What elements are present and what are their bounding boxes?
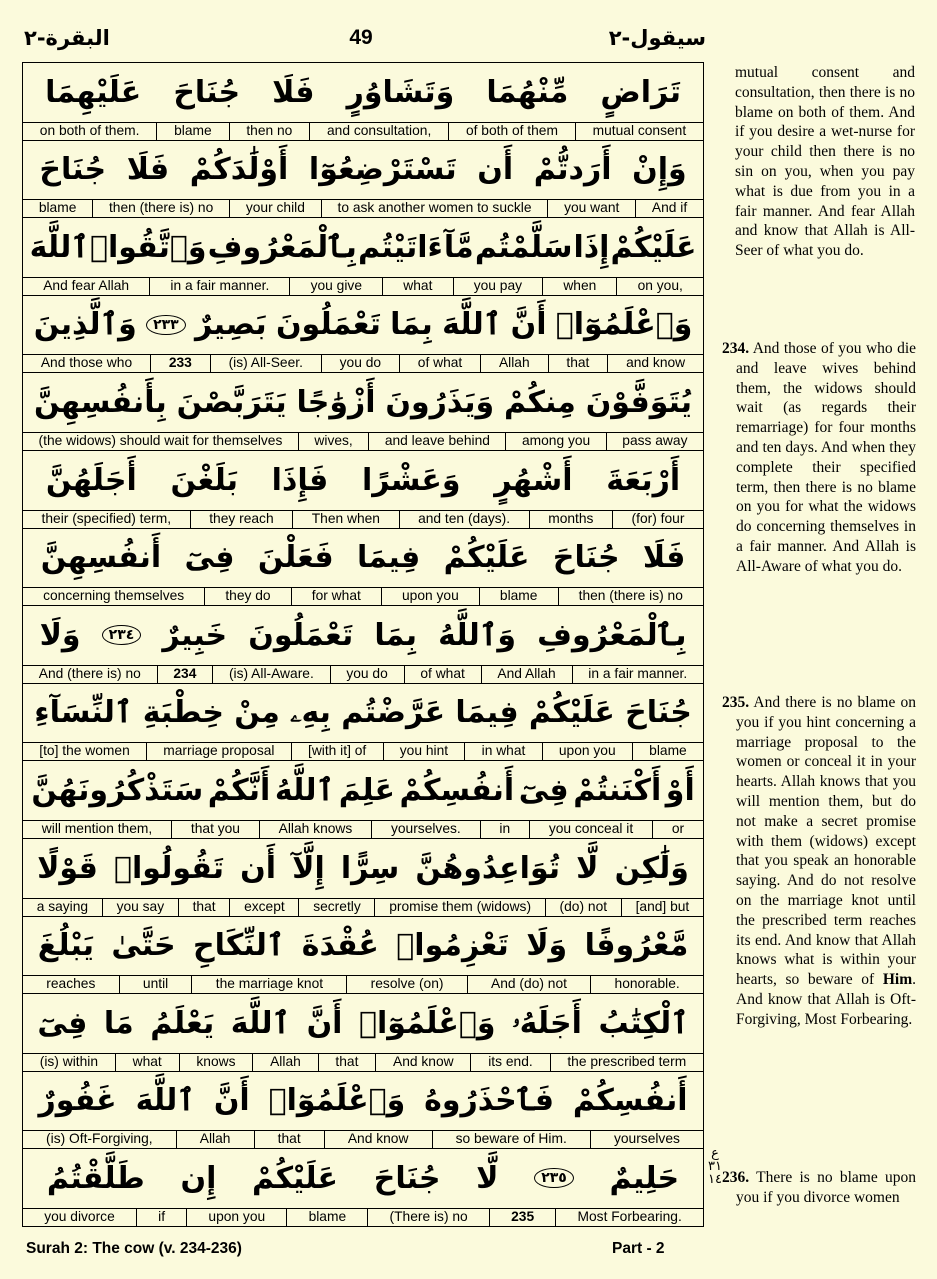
gloss-cell: of what [404, 666, 481, 683]
gloss-cell: (There is) no [367, 1209, 489, 1226]
arabic-word: سَلَّمْتُم [474, 229, 573, 265]
gloss-line [23, 199, 703, 218]
gloss-cell: for what [291, 588, 381, 605]
gloss-cell: months [529, 511, 612, 528]
arabic-word: أَرَدتُّمْ [533, 152, 612, 188]
arabic-word: ٱلنِّكَاحِ [193, 928, 285, 964]
gloss-cell: will mention them, [41, 820, 153, 836]
arabic-word: تَعْمَلُونَ [248, 617, 354, 653]
arabic-word: فِىٓ [184, 540, 235, 576]
gloss-cell: when [542, 278, 616, 295]
gloss-cell: except [229, 899, 298, 916]
verse-row [23, 373, 703, 451]
arabic-word: تُوَاعِدُوهُنَّ [415, 850, 561, 886]
gloss-cell: then (there is) no [558, 588, 703, 605]
arabic-word: جُنَاحَ [173, 74, 241, 110]
arabic-line [23, 451, 703, 509]
verse-row [23, 1149, 703, 1227]
gloss-cell: upon you [542, 743, 632, 760]
arabic-word: ٱلْكِتَٰبُ [598, 1005, 689, 1041]
arabic-word: فَإِذَا [271, 462, 329, 498]
arabic-word: سِرًّا [340, 850, 400, 886]
arabic-word: وَلَا [526, 928, 568, 964]
arabic-word: حَلِيمٌ [609, 1160, 680, 1196]
arabic-word: مِنْ [234, 695, 280, 731]
gloss-cell: promise them (widows) [374, 899, 544, 916]
arabic-word: عَلَيْكُمْ [528, 695, 615, 731]
gloss-cell: (is) All-Aware. [212, 666, 329, 683]
arabic-word: لَّا [476, 1160, 499, 1196]
arabic-line [23, 141, 703, 199]
verse-end-medallion: ٢٣٣ [146, 315, 186, 335]
gloss-cell: what [115, 1054, 179, 1071]
arabic-word: بِٱلْمَعْرُوفِ [537, 617, 687, 653]
gloss-cell: on both of them. [39, 122, 140, 138]
arabic-word: أَن [477, 152, 514, 188]
gloss-cell: you want [547, 200, 635, 217]
gloss-cell: and consultation, [309, 123, 448, 140]
arabic-word: عُقْدَةَ [301, 928, 379, 964]
arabic-line [23, 917, 703, 975]
gloss-cell: in what [464, 743, 541, 760]
arabic-word: مَا [103, 1005, 134, 1041]
arabic-line [23, 218, 703, 276]
arabic-word: إِلَّآ [292, 850, 325, 886]
gloss-cell: then (there is) no [92, 200, 229, 217]
gloss-cell: you do [321, 355, 399, 372]
arabic-word: أَرْبَعَةَ [606, 462, 681, 498]
arabic-line [23, 994, 703, 1052]
arabic-line [23, 839, 703, 897]
gloss-cell: upon you [381, 588, 479, 605]
verse-end-medallion: ٢٣٥ [534, 1168, 574, 1188]
gloss-cell: yourselves. [371, 821, 479, 838]
arabic-word: وَٱلَّذِينَ [33, 307, 137, 343]
arabic-word: إِذَا [573, 229, 610, 265]
arabic-word: أَوْ [665, 772, 695, 808]
arabic-word: سَتَذْكُرُونَهُنَّ [31, 772, 204, 808]
translation-v234: 234. And those of you who die and leave wives behind them, the widows should wait (as regards their remarriage) for four months and ten days. And when they complete their specified term, then there is no blame on you for what the widows do concerning themselves in a fair manner. And Allah is All-Aware of what you do. [722, 340, 917, 575]
arabic-word: فِىٓ [518, 772, 569, 808]
gloss-cell: reaches [46, 976, 96, 992]
gloss-cell: they reach [190, 511, 293, 528]
arabic-word: بِٱلْمَعْرُوفِ [207, 229, 357, 265]
arabic-word: قَوْلًا [37, 850, 98, 886]
verse-row [23, 994, 703, 1072]
gloss-cell: mutual consent [575, 123, 703, 140]
gloss-cell: secretly [298, 899, 374, 916]
gloss-cell: in a fair manner. [572, 666, 704, 683]
arabic-word: ٱللَّهُ [274, 772, 335, 808]
arabic-line [23, 63, 703, 121]
gloss-cell: knows [179, 1054, 253, 1071]
gloss-cell: then no [229, 123, 310, 140]
juz-header-arabic: سيقول-٢ [608, 26, 706, 50]
gloss-line [23, 432, 703, 451]
arabic-word: بَلَغْنَ [170, 462, 238, 498]
arabic-word: وَٱللَّهُ [438, 617, 517, 653]
arabic-word: وَلَٰكِن [614, 850, 689, 886]
gloss-cell: that [178, 899, 229, 916]
arabic-word: بَصِيرٌ [194, 307, 267, 343]
surah-header-arabic: البقرة-٢ [24, 26, 110, 50]
arabic-word: ٱللَّهَ [135, 1083, 195, 1119]
arabic-word: عَرَّضْتُم [341, 695, 446, 731]
arabic-line [23, 296, 703, 354]
gloss-cell: what [382, 278, 452, 295]
gloss-cell: among you [505, 433, 605, 450]
verse-number: 236. [722, 1169, 750, 1186]
gloss-cell: a saying [36, 898, 89, 914]
arabic-word: وَٱعْلَمُوٓا۟ [555, 307, 693, 343]
gloss-cell: they do [204, 588, 290, 605]
arabic-word: أَنفُسِكُمْ [572, 1083, 688, 1119]
gloss-cell: if [136, 1209, 186, 1226]
arabic-word: مِّنْهُمَا [486, 74, 569, 110]
arabic-word: أَشْهُرٍ [494, 462, 573, 498]
gloss-cell: And those who [40, 355, 133, 371]
gloss-cell: yourselves [590, 1131, 703, 1148]
gloss-cell: or [652, 821, 703, 838]
gloss-cell: And Allah [481, 666, 572, 683]
gloss-cell: And if [635, 200, 703, 217]
arabic-word: حَتَّىٰ [111, 928, 176, 964]
gloss-cell: And fear Allah [43, 277, 130, 293]
gloss-line [23, 820, 703, 839]
verse-row [23, 606, 703, 684]
arabic-word: يَتَرَبَّصْنَ [176, 384, 287, 420]
verse-row [23, 1072, 703, 1150]
arabic-line [23, 761, 703, 819]
arabic-word: يَعْلَمُ [150, 1005, 215, 1041]
gloss-verse-number: 233 [150, 355, 210, 372]
verse-row [23, 141, 703, 219]
word-by-word-panel [22, 62, 704, 1227]
gloss-line [23, 1053, 703, 1072]
gloss-cell: [and] but [621, 899, 703, 916]
gloss-verse-number: 235 [489, 1209, 555, 1226]
arabic-word: بِمَا [390, 307, 433, 343]
gloss-cell: And know [324, 1131, 432, 1148]
arabic-word: أَجَلَهُۥ [512, 1005, 582, 1041]
gloss-cell: (is) All-Seer. [210, 355, 321, 372]
gloss-line [23, 277, 703, 296]
gloss-cell: you conceal it [529, 821, 652, 838]
arabic-word: عَلَيْكُمْ [252, 1160, 339, 1196]
arabic-word: وَتَشَاوُرٍ [346, 74, 455, 110]
arabic-word: فَلَا [126, 152, 170, 188]
verse-row [23, 529, 703, 607]
gloss-cell: blame [632, 743, 703, 760]
gloss-cell: that [254, 1131, 324, 1148]
gloss-verse-number: 234 [157, 666, 213, 683]
gloss-cell: And know [375, 1054, 470, 1071]
verse-end-medallion: ٢٣٤ [102, 625, 142, 645]
arabic-word: فَلَا [642, 540, 686, 576]
gloss-cell: you give [289, 278, 382, 295]
arabic-word: مَّآ [443, 229, 474, 265]
gloss-cell: [with it] of [291, 743, 383, 760]
gloss-cell: Allah [252, 1054, 317, 1071]
gloss-cell: of both of them [448, 123, 575, 140]
arabic-word: مَّعْرُوفًا [584, 928, 689, 964]
gloss-cell: of what [399, 355, 480, 372]
gloss-cell: Most Forbearing. [555, 1209, 703, 1226]
arabic-word: ٱللَّهَ [29, 229, 89, 265]
arabic-line [23, 373, 703, 431]
arabic-word: أَن [240, 850, 276, 886]
gloss-cell: that [318, 1054, 376, 1071]
translation-v236: 236. There is no blame upon you if you divorce women [722, 1169, 916, 1206]
ruku-marker: ع ٣١ ١٤ [708, 1146, 722, 1187]
gloss-line [23, 587, 703, 606]
arabic-word: تَرَاضٍ [600, 74, 681, 110]
arabic-word: تَعْمَلُونَ [275, 307, 381, 343]
gloss-line [23, 742, 703, 761]
gloss-cell: you divorce [44, 1208, 115, 1224]
gloss-cell: the prescribed term [550, 1054, 703, 1071]
gloss-cell: marriage proposal [146, 743, 291, 760]
arabic-word: جُنَاحَ [39, 152, 107, 188]
arabic-word: فَٱحْذَرُوهُ [424, 1083, 554, 1119]
verse-row [23, 761, 703, 839]
gloss-cell: you pay [453, 278, 543, 295]
arabic-word: أَوْلَٰدَكُمْ [189, 152, 289, 188]
arabic-word: أَنَّ [213, 1083, 250, 1119]
arabic-word: تَقُولُوا۟ [113, 850, 224, 886]
arabic-word: وَعَشْرًا [361, 462, 461, 498]
arabic-word: يُتَوَفَّوْنَ [585, 384, 693, 420]
arabic-line [23, 606, 703, 664]
gloss-cell: pass away [606, 433, 703, 450]
gloss-line [23, 354, 703, 373]
gloss-line [23, 665, 703, 684]
arabic-word: خِطْبَةِ [142, 695, 224, 731]
gloss-cell: upon you [186, 1209, 286, 1226]
arabic-word: جُنَاحَ [373, 1160, 441, 1196]
verse-number: 234. [722, 340, 750, 357]
verse-row [23, 451, 703, 529]
gloss-cell: (do) not [545, 899, 621, 916]
translation-v235: 235. And there is no blame on you if you hint concerning a marriage proposal to the women or conceal it in your hearts. Allah knows that you will mention them, but do not make a secret promise with them (widows) except that you speak an honorable saying. And do not resolve on the marriage knot until the prescribed term reaches its end. And know that Allah knows what is within your hearts, so beware of Him. And know that Allah is Oft-Forgiving, Most Forbearing. [722, 694, 917, 1028]
arabic-word: أَكْنَنتُمْ [573, 772, 662, 808]
gloss-line [23, 975, 703, 994]
arabic-word: بِهِۦ [290, 695, 331, 731]
gloss-cell: their (specified) term, [41, 510, 172, 526]
gloss-cell: blame [286, 1209, 367, 1226]
arabic-word: أَنفُسِهِنَّ [40, 540, 162, 576]
page-number: 49 [349, 26, 373, 49]
gloss-cell: until [119, 976, 192, 993]
gloss-cell: you say [102, 899, 178, 916]
arabic-word: وَإِنْ [632, 152, 687, 188]
gloss-line [23, 122, 703, 141]
gloss-cell: (the widows) should wait for themselves [38, 432, 283, 448]
arabic-word: لَّا [576, 850, 599, 886]
gloss-cell: resolve (on) [346, 976, 466, 993]
arabic-line [23, 529, 703, 587]
gloss-cell: blame [38, 200, 77, 216]
arabic-word: أَنَّكُمْ [207, 772, 271, 808]
arabic-word: ٱلنِّسَآءِ [34, 695, 133, 731]
gloss-cell: you do [330, 666, 404, 683]
arabic-word: خَبِيرٌ [162, 617, 228, 653]
arabic-word: وَلَا [39, 617, 81, 653]
gloss-cell: (is) Oft-Forgiving, [46, 1131, 153, 1147]
gloss-cell: that you [171, 821, 259, 838]
gloss-cell: so beware of Him. [432, 1131, 590, 1148]
verse-row [23, 296, 703, 374]
gloss-cell: that [548, 355, 608, 372]
gloss-cell: blame [479, 588, 558, 605]
arabic-word: أَنَّ [510, 307, 547, 343]
arabic-word: بِمَا [374, 617, 418, 653]
gloss-cell: (is) within [39, 1053, 99, 1069]
arabic-word: عَلِمَ [338, 772, 395, 808]
arabic-word: تَسْتَرْضِعُوٓا [308, 152, 457, 188]
gloss-cell: and leave behind [368, 433, 505, 450]
gloss-line [23, 1208, 703, 1227]
arabic-word: عَلَيْهِمَا [45, 74, 142, 110]
arabic-word: وَٱعْلَمُوٓا۟ [358, 1005, 496, 1041]
arabic-word: تَعْزِمُوا۟ [396, 928, 509, 964]
gloss-cell: Allah knows [259, 821, 371, 838]
verse-row [23, 917, 703, 995]
arabic-word: ٱللَّهَ [442, 307, 502, 343]
arabic-line [23, 684, 703, 742]
arabic-line [23, 1149, 703, 1207]
gloss-cell: your child [229, 200, 321, 217]
verse-row [23, 63, 703, 141]
arabic-word: فَعَلْنَ [257, 540, 334, 576]
gloss-line [23, 510, 703, 529]
arabic-word: أَجَلَهُنَّ [45, 462, 137, 498]
gloss-cell: to ask another women to suckle [321, 200, 548, 217]
gloss-cell: [to] the women [39, 743, 130, 759]
gloss-cell: in [480, 821, 529, 838]
arabic-word: جُنَاحَ [625, 695, 692, 731]
footer-part-label: Part - 2 [612, 1240, 665, 1257]
gloss-cell: Allah [176, 1131, 254, 1148]
verse-number: 235. [722, 694, 750, 711]
gloss-cell: the marriage knot [191, 976, 346, 993]
arabic-word: أَنَّ [306, 1005, 343, 1041]
gloss-cell: Then when [292, 511, 398, 528]
arabic-word: إِن [180, 1160, 217, 1196]
gloss-cell: its end. [470, 1054, 549, 1071]
gloss-line [23, 1130, 703, 1149]
arabic-word: مِنكُمْ [504, 384, 576, 420]
gloss-cell: you hint [383, 743, 465, 760]
verse-row [23, 218, 703, 296]
arabic-word: بِأَنفُسِهِنَّ [34, 384, 167, 420]
gloss-cell: (for) four [612, 511, 703, 528]
arabic-word: فِىٓ [37, 1005, 88, 1041]
gloss-cell: in a fair manner. [149, 278, 289, 295]
arabic-word: وَيَذَرُونَ [385, 384, 495, 420]
verse-row [23, 839, 703, 917]
verse-row [23, 684, 703, 762]
gloss-cell: and know [607, 355, 703, 372]
arabic-word: عَلَيْكُمْ [443, 540, 530, 576]
arabic-word: ءَاتَيْتُم [357, 229, 443, 265]
gloss-cell: honorable. [590, 976, 703, 993]
arabic-word: جُنَاحَ [552, 540, 620, 576]
arabic-word: غَفُورٌ [38, 1083, 117, 1119]
arabic-word: يَبْلُغَ [37, 928, 95, 964]
arabic-word: وَٱعْلَمُوٓا۟ [268, 1083, 406, 1119]
arabic-word: فِيمَا [356, 540, 421, 576]
arabic-word: أَزْوَٰجًا [296, 384, 376, 420]
arabic-word: طَلَّقْتُمُ [46, 1160, 145, 1196]
arabic-word: ٱللَّهَ [230, 1005, 291, 1041]
gloss-cell: Allah [480, 355, 547, 372]
arabic-word: أَنفُسِكُمْ [399, 772, 515, 808]
arabic-word: عَلَيْكُمْ [610, 229, 697, 265]
gloss-cell: and ten (days). [399, 511, 529, 528]
gloss-cell: And (do) not [467, 976, 590, 993]
arabic-line [23, 1072, 703, 1130]
arabic-word: فِيمَا [455, 695, 519, 731]
gloss-cell: on you, [616, 278, 703, 295]
footer-surah-label: Surah 2: The cow (v. 234-236) [26, 1240, 242, 1257]
translation-v233-end: mutual consent and consultation, then there is no blame on both of them. And if you desire a wet-nurse for your child then there is no sin on you, when you pay what is due from you in a fair manner. And fear Allah and know that Allah is All-Seer of what you do. [735, 64, 915, 260]
arabic-word: وَٱتَّقُوا۟ [89, 229, 207, 265]
gloss-cell: blame [156, 123, 228, 140]
gloss-line [23, 898, 703, 917]
gloss-cell: wives, [298, 433, 368, 450]
gloss-cell: concerning themselves [43, 588, 185, 604]
gloss-cell: And (there is) no [38, 665, 141, 681]
arabic-word: فَلَا [272, 74, 315, 110]
